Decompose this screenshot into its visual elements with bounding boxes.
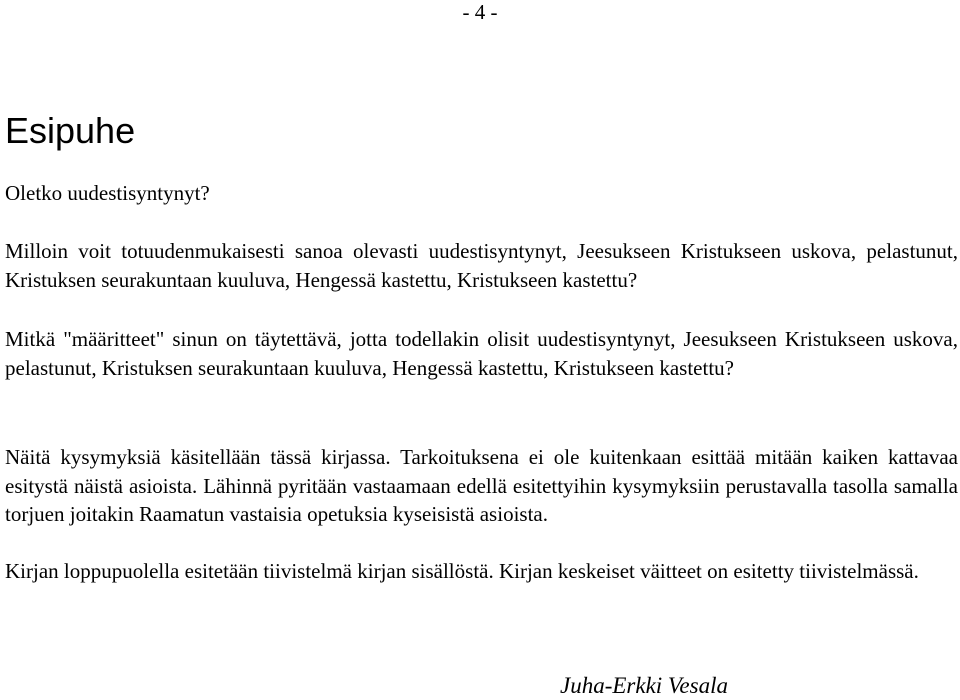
paragraph-1: Milloin voit totuudenmukaisesti sanoa olevasti uudestisyntynyt, Jeesukseen Kristukseen uskova, pelastunut, Kristuksen seurakuntaan kuuluva, Hengessä kastettu, Kristukseen kastettu?	[5, 239, 958, 292]
paragraph-3: Näitä kysymyksiä käsitellään tässä kirjassa. Tarkoituksena ei ole kuitenkaan esittää mitään kaiken kattavaa esitystä näistä asioista. Lähinnä pyritään vastaamaan edellä esitettyihin kysymyksiin perustavalla tasolla samalla torjuen joitakin Raamatun vastaisia opetuksia kyseisistä asioista.	[5, 445, 958, 527]
paragraph-4: Kirjan loppupuolella esitetään tiivistelmä kirjan sisällöstä. Kirjan keskeiset väitteet on esitetty tiivistelmässä.	[5, 559, 919, 583]
subtitle-question: Oletko uudestisyntynyt?	[5, 181, 210, 205]
paragraph-2: Mitkä "määritteet" sinun on täytettävä, jotta todellakin olisit uudestisyntynyt, Jeesukseen Kristukseen uskova, pelastunut, Kristuksen seurakuntaan kuuluva, Hengessä kastettu, Kristukseen kastettu?	[5, 327, 958, 380]
author-signature: Juha-Erkki Vesala	[560, 673, 728, 698]
page-number: - 4 -	[462, 0, 498, 24]
page-title: Esipuhe	[5, 110, 136, 151]
